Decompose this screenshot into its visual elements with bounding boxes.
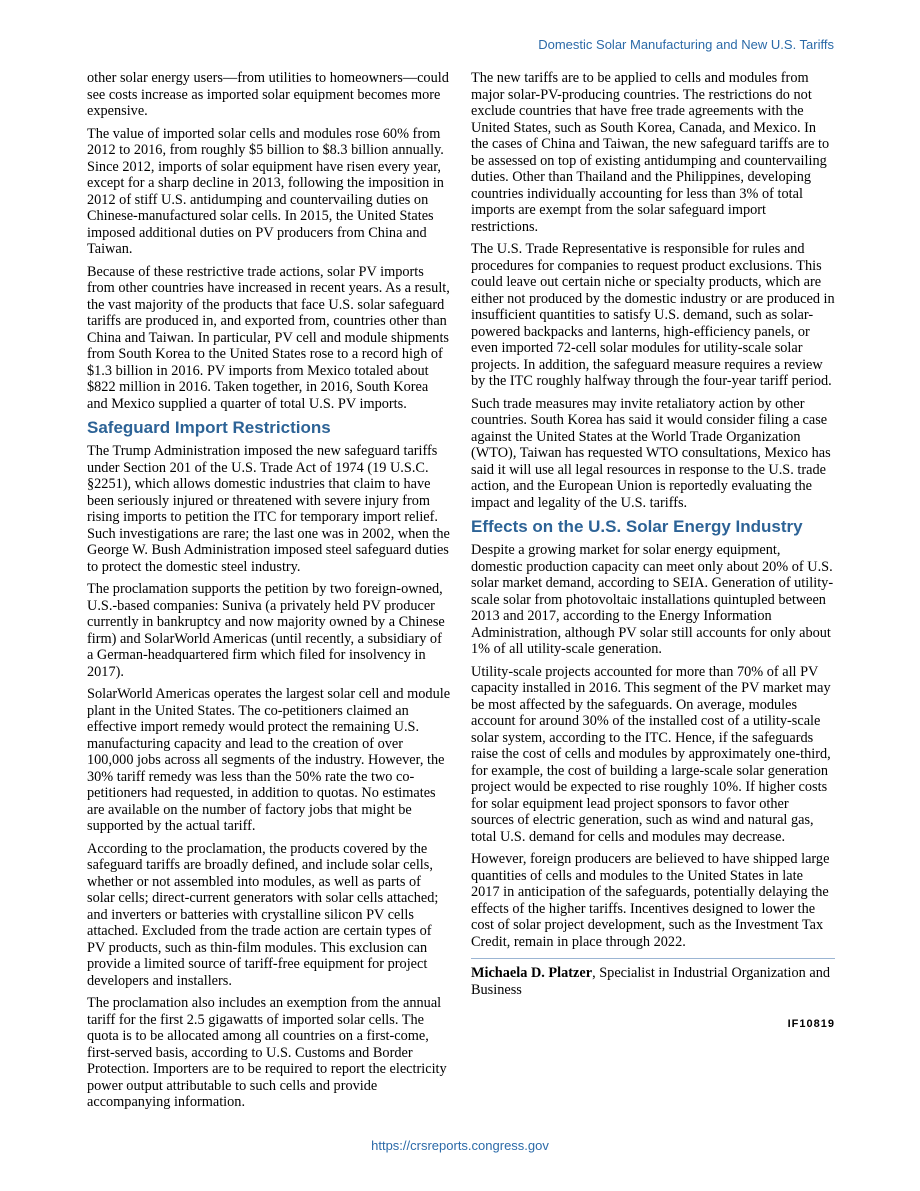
paragraph: The new tariffs are to be applied to cells and modules from major solar-PV-producing countries. The restrictions do not exclude countries that have free trade agreements with the United States, such as South Korea, Canada, and Mexico. In the cases of China and Taiwan, the new safeguard tariffs are to be assessed on top of existing antidumping and countervailing duties. Other than Thailand and the Philippines, developing countries individually accounting for less than 3% of total imports are exempt from the solar safeguard import restrictions. [471,70,830,235]
paragraph: The proclamation supports the petition by two foreign-owned, U.S.-based companies: Suniva (a privately held PV producer currently in bankruptcy and now majority owned by a Chinese firm) and SolarWorld Americas (until recently, a subsidiary of a German-headquartered firm which filed for insolvency in 2017). [87,581,445,680]
paragraph: SolarWorld Americas operates the largest solar cell and module plant in the United States. The co-petitioners claimed an effective import remedy would protect the remaining U.S. manufacturing capacity and lead to the creation of over 100,000 jobs across all segments of the industry. However, the 30% tariff remedy was less than the 50% rate the two co-petitioners had requested, in addition to quotas. No estimates are available on the number of factory jobs that might be supported by the actual tariff. [87,686,451,834]
author-role: , Specialist in Industrial Organization and Business [471,965,831,998]
paragraph: Despite a growing market for solar energy equipment, domestic production capacity can meet only about 20% of U.S. solar market demand, according to SEIA. Generation of utility-scale solar from photovoltaic installations quintupled between 2013 and 2017, according to the Energy Information Administration, although PV solar still accounts for only about 1% of all utility-scale generation. [471,542,834,657]
report-id: IF10819 [787,1018,835,1030]
footer-link[interactable]: https://crsreports.congress.gov [371,1138,549,1153]
paragraph: However, foreign producers are believed to have shipped large quantities of cells and modules to the United States in late 2017 in anticipation of the safeguards, potentially delaying the effects of the higher tariffs. Incentives designed to lower the cost of solar project development, such as the Investment Tax Credit, remain in place through 2022. [471,851,830,950]
author-divider [471,958,835,959]
paragraph: Such trade measures may invite retaliatory action by other countries. South Korea has said it would consider filing a case against the United States at the World Trade Organization (WTO), Taiwan has requested WTO consultations, Mexico has said it will use all legal resources in response to the U.S. trade action, and the European Union is reportedly evaluating the impact and legality of the U.S. tariffs. [471,395,831,511]
right-column [471,70,835,1033]
running-header: Domestic Solar Manufacturing and New U.S. Tariffs [538,37,834,52]
left-column [87,70,451,1117]
author-name: Michaela D. Platzer [471,965,593,981]
paragraph: Utility-scale projects accounted for more than 70% of all PV capacity installed in 2016. This segment of the PV market may be most affected by the safeguards. On average, modules account for around 30% of the installed cost of a utility-scale solar system, according to the ITC. Hence, if the safeguards raise the cost of cells and modules by approximately one-third, for example, the cost of building a large-scale solar generation project would be expected to rise roughly 10%. If higher costs for solar equipment lead project sponsors to favor other sources of electric generation, such as wind and natural gas, total U.S. demand for cells and modules may decrease. [471,663,831,845]
paragraph: The Trump Administration imposed the new safeguard tariffs under Section 201 of the U.S. Trade Act of 1974 (19 U.S.C. §2251), which allows domestic industries that claim to have been seriously injured or threatened with severe injury from rising imports to petition the ITC for temporary import relief. Such investigations are rare; the last one was in 2002, when the George W. Bush Administration imposed steel safeguard duties to protect the domestic steel industry. [87,443,450,575]
paragraph: other solar energy users—from utilities to homeowners—could see costs increase as imported solar equipment becomes more expensive. [87,70,449,119]
section-heading-effects: Effects on the U.S. Solar Energy Industry [471,517,803,536]
paragraph: The proclamation also includes an exemption from the annual tariff for the first 2.5 gigawatts of imported solar cells. The quota is to be allocated among all countries on a first-come, first-served basis, according to U.S. Customs and Border Protection. Importers are to be required to report the electricity power output attributable to such cells and provide accompanying information. [87,995,447,1110]
paragraph: The U.S. Trade Representative is responsible for rules and procedures for companies to request product exclusions. This could leave out certain niche or specialty products, which are either not produced by the domestic industry or are produced in insufficient quantities to satisfy U.S. demand, such as solar-powered backpacks and lanterns, high-efficiency panels, or even imported 72-cell solar modules for utility-scale solar projects. In addition, the safeguard measure requires a review by the ITC roughly halfway through the four-year tariff period. [471,241,835,389]
author-credit [471,965,835,998]
section-heading-safeguard: Safeguard Import Restrictions [87,418,331,437]
paragraph: Because of these restrictive trade actions, solar PV imports from other countries have increased in recent years. As a result, the vast majority of the products that face U.S. solar safeguard tariffs are produced in, and exported from, countries other than China and Taiwan. In particular, PV cell and module shipments from South Korea to the United States rose to a record high of $1.3 billion in 2016. PV imports from Mexico totaled about $822 million in 2016. Taken together, in 2016, South Korea and Mexico supplied a quarter of total U.S. PV imports. [87,263,450,412]
paragraph: According to the proclamation, the products covered by the safeguard tariffs are broadly defined, and include solar cells, whether or not assembled into modules, as well as parts of solar cells; direct-current generators with solar cells attached; and inverters or batteries with crystalline silicon PV cells attached. Excluded from the trade action are certain types of PV products, such as thin-film modules. This exclusion can provide a limited source of tariff-free equipment for project developers and installers. [87,840,439,989]
paragraph: The value of imported solar cells and modules rose 60% from 2012 to 2016, from roughly $5 billion to $8.3 billion annually. Since 2012, imports of solar equipment have risen every year, except for a sharp decline in 2013, following the imposition in 2012 of stiff U.S. antidumping and countervailing duties on Chinese-manufactured solar cells. In 2015, the United States imposed additional duties on PV producers from China and Taiwan. [87,125,444,257]
